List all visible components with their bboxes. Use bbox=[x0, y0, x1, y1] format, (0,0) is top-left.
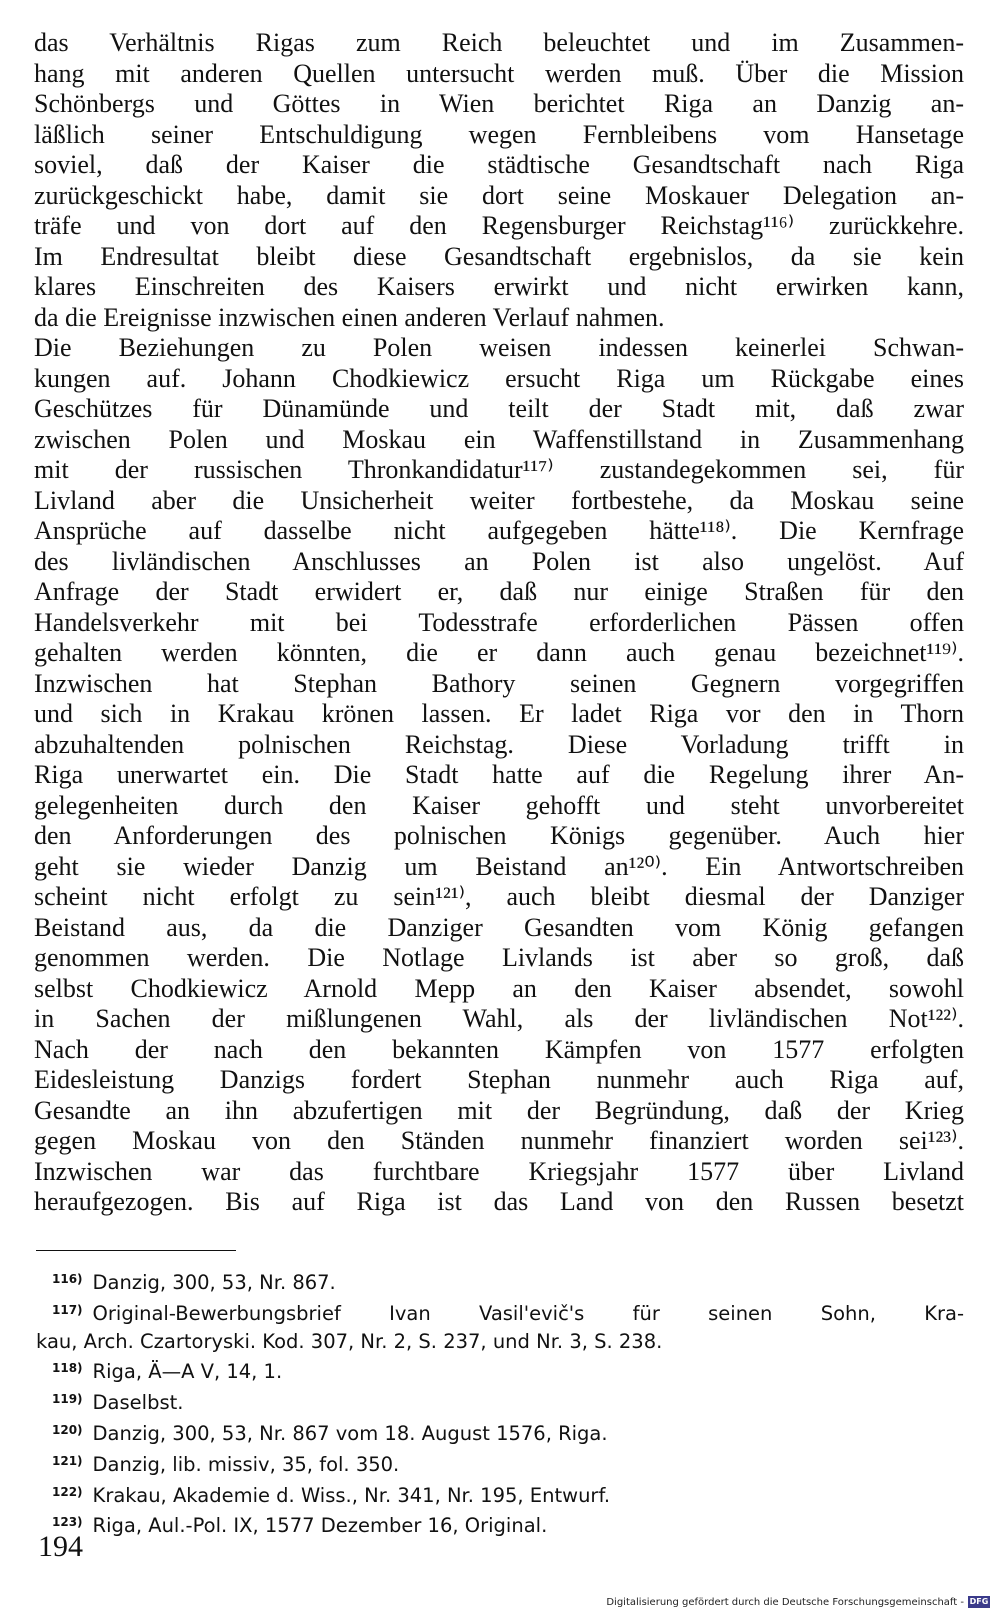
body-line: Im Endresultat bleibt diese Gesandtschaft ergebnislos, da sie kein bbox=[34, 241, 964, 271]
footnotes bbox=[36, 1266, 964, 1540]
body-line: scheint nicht erfolgt zu sein¹²¹⁾, auch bleibt diesmal der Danziger bbox=[34, 882, 964, 911]
footnote-number: 122) bbox=[52, 1484, 83, 1499]
footnote bbox=[36, 1297, 964, 1328]
footnote bbox=[36, 1479, 964, 1510]
body-text bbox=[34, 28, 964, 1218]
body-line: das Verhältnis Rigas zum Reich beleuchtet und im Zusammen- bbox=[34, 28, 964, 57]
footnote-text: Riga, Aul.-Pol. IX, 1577 Dezember 16, Original. bbox=[92, 1514, 548, 1538]
body-line: hang mit anderen Quellen untersucht werden muß. Über die Mission bbox=[34, 58, 964, 88]
body-line: Livland aber die Unsicherheit weiter fortbestehe, da Moskau seine bbox=[34, 485, 964, 515]
body-line: träfe und von dort auf den Regensburger Reichstag¹¹⁶⁾ zurückkehre. bbox=[34, 211, 964, 240]
footnote-text: Krakau, Akademie d. Wiss., Nr. 341, Nr. 195, Entwurf. bbox=[92, 1483, 611, 1507]
footnote-text: Daselbst. bbox=[92, 1391, 184, 1415]
body-line: läßlich seiner Entschuldigung wegen Fernbleibens vom Hansetage bbox=[34, 119, 964, 149]
footnote-text: Riga, Ä—A V, 14, 1. bbox=[92, 1360, 283, 1384]
digitization-credit bbox=[606, 1596, 990, 1608]
footnote-number: 121) bbox=[52, 1453, 83, 1468]
footnote bbox=[36, 1417, 964, 1448]
body-line: Geschützes für Dünamünde und teilt der Stadt mit, daß zwar bbox=[34, 394, 964, 423]
body-line: Ansprüche auf dasselbe nicht aufgegeben hätte¹¹⁸⁾. Die Kernfrage bbox=[34, 516, 964, 545]
footnote bbox=[36, 1509, 964, 1540]
footnote bbox=[36, 1355, 964, 1386]
page-number: 194 bbox=[38, 1530, 83, 1563]
body-line: in Sachen der mißlungenen Wahl, als der livländischen Not¹²²⁾. bbox=[34, 1004, 964, 1033]
footnote bbox=[36, 1386, 964, 1417]
body-line: abzuhaltenden polnischen Reichstag. Diese Vorladung trifft in bbox=[34, 729, 964, 759]
body-line: genommen werden. Die Notlage Livlands ist aber so groß, daß bbox=[34, 943, 964, 972]
body-line: den Anforderungen des polnischen Königs gegenüber. Auch hier bbox=[34, 821, 964, 850]
body-line: selbst Chodkiewicz Arnold Mepp an den Kaiser absendet, sowohl bbox=[34, 973, 964, 1003]
body-line: gehalten werden könnten, die er dann auch genau bezeichnet¹¹⁹⁾. bbox=[34, 638, 964, 667]
body-line: gelegenheiten durch den Kaiser gehofft und steht unvorbereitet bbox=[34, 790, 964, 820]
footnote-text: Original-Bewerbungsbrief Ivan Vasil'evič's für seinen Sohn, Kra- bbox=[92, 1301, 964, 1325]
body-line: Handelsverkehr mit bei Todesstrafe erforderlichen Pässen offen bbox=[34, 607, 964, 637]
body-line: Schönbergs und Göttes in Wien berichtet Riga an Danzig an- bbox=[34, 89, 964, 118]
body-line: da die Ereignisse inzwischen einen anderen Verlauf nahmen. bbox=[34, 302, 665, 332]
body-line: Anfrage der Stadt erwidert er, daß nur einige Straßen für den bbox=[34, 577, 964, 606]
footnote bbox=[36, 1266, 964, 1297]
body-line: klares Einschreiten des Kaisers erwirkt und nicht erwirken kann, bbox=[34, 272, 964, 301]
body-line: Inzwischen hat Stephan Bathory seinen Gegnern vorgegriffen bbox=[34, 668, 964, 698]
body-line: und sich in Krakau krönen lassen. Er ladet Riga vor den in Thorn bbox=[34, 699, 964, 728]
footnote-text: Danzig, 300, 53, Nr. 867 vom 18. August 1576, Riga. bbox=[92, 1421, 608, 1445]
footnote-text: Danzig, 300, 53, Nr. 867. bbox=[92, 1271, 336, 1294]
body-line: mit der russischen Thronkandidatur¹¹⁷⁾ zustandegekommen sei, für bbox=[34, 455, 964, 484]
body-line: Gesandte an ihn abzufertigen mit der Begründung, daß der Krieg bbox=[34, 1095, 964, 1125]
footnote-number: 118) bbox=[52, 1361, 83, 1376]
body-line: des livländischen Anschlusses an Polen ist also ungelöst. Auf bbox=[34, 546, 964, 576]
footnote-number: 116) bbox=[52, 1272, 83, 1286]
dfg-logo-icon: DFG bbox=[969, 1597, 989, 1606]
body-line: soviel, daß der Kaiser die städtische Gesandtschaft nach Riga bbox=[34, 150, 964, 179]
body-line: geht sie wieder Danzig um Beistand an¹²⁰⁾. Ein Antwortschreiben bbox=[34, 851, 964, 881]
footnote-number: 120) bbox=[52, 1422, 83, 1437]
body-line: Beistand aus, da die Danziger Gesandten vom König gefangen bbox=[34, 912, 964, 942]
body-line: heraufgezogen. Bis auf Riga ist das Land von den Russen besetzt bbox=[34, 1187, 964, 1216]
body-line: gegen Moskau von den Ständen nunmehr finanziert worden sei¹²³⁾. bbox=[34, 1126, 964, 1155]
body-line: Inzwischen war das furchtbare Kriegsjahr 1577 über Livland bbox=[34, 1156, 964, 1186]
footnote-divider bbox=[36, 1250, 236, 1251]
footnote-continuation: kau, Arch. Czartoryski. Kod. 307, Nr. 2, S. 237, und Nr. 3, S. 238. bbox=[36, 1329, 663, 1353]
body-line: Riga unerwartet ein. Die Stadt hatte auf die Regelung ihrer An- bbox=[34, 760, 964, 789]
footnote-number: 119) bbox=[52, 1392, 83, 1407]
body-line: Nach der nach den bekannten Kämpfen von 1577 erfolgten bbox=[34, 1034, 964, 1064]
body-line: Eidesleistung Danzigs fordert Stephan nunmehr auch Riga auf, bbox=[34, 1065, 964, 1094]
body-line: kungen auf. Johann Chodkiewicz ersucht Riga um Rückgabe eines bbox=[34, 363, 964, 393]
footnote-text: Danzig, lib. missiv, 35, fol. 350. bbox=[92, 1452, 400, 1476]
body-line: Die Beziehungen zu Polen weisen indessen keinerlei Schwan- bbox=[34, 333, 964, 362]
body-line: zurückgeschickt habe, damit sie dort seine Moskauer Delegation an- bbox=[34, 180, 964, 210]
footnote-number: 117) bbox=[52, 1302, 83, 1317]
footnote bbox=[36, 1448, 964, 1479]
body-line: zwischen Polen und Moskau ein Waffenstillstand in Zusammenhang bbox=[34, 424, 964, 454]
footnote-number: 123) bbox=[52, 1515, 83, 1530]
credit-text: Digitalisierung gefördert durch die Deutsche Forschungsgemeinschaft - bbox=[606, 1596, 964, 1608]
